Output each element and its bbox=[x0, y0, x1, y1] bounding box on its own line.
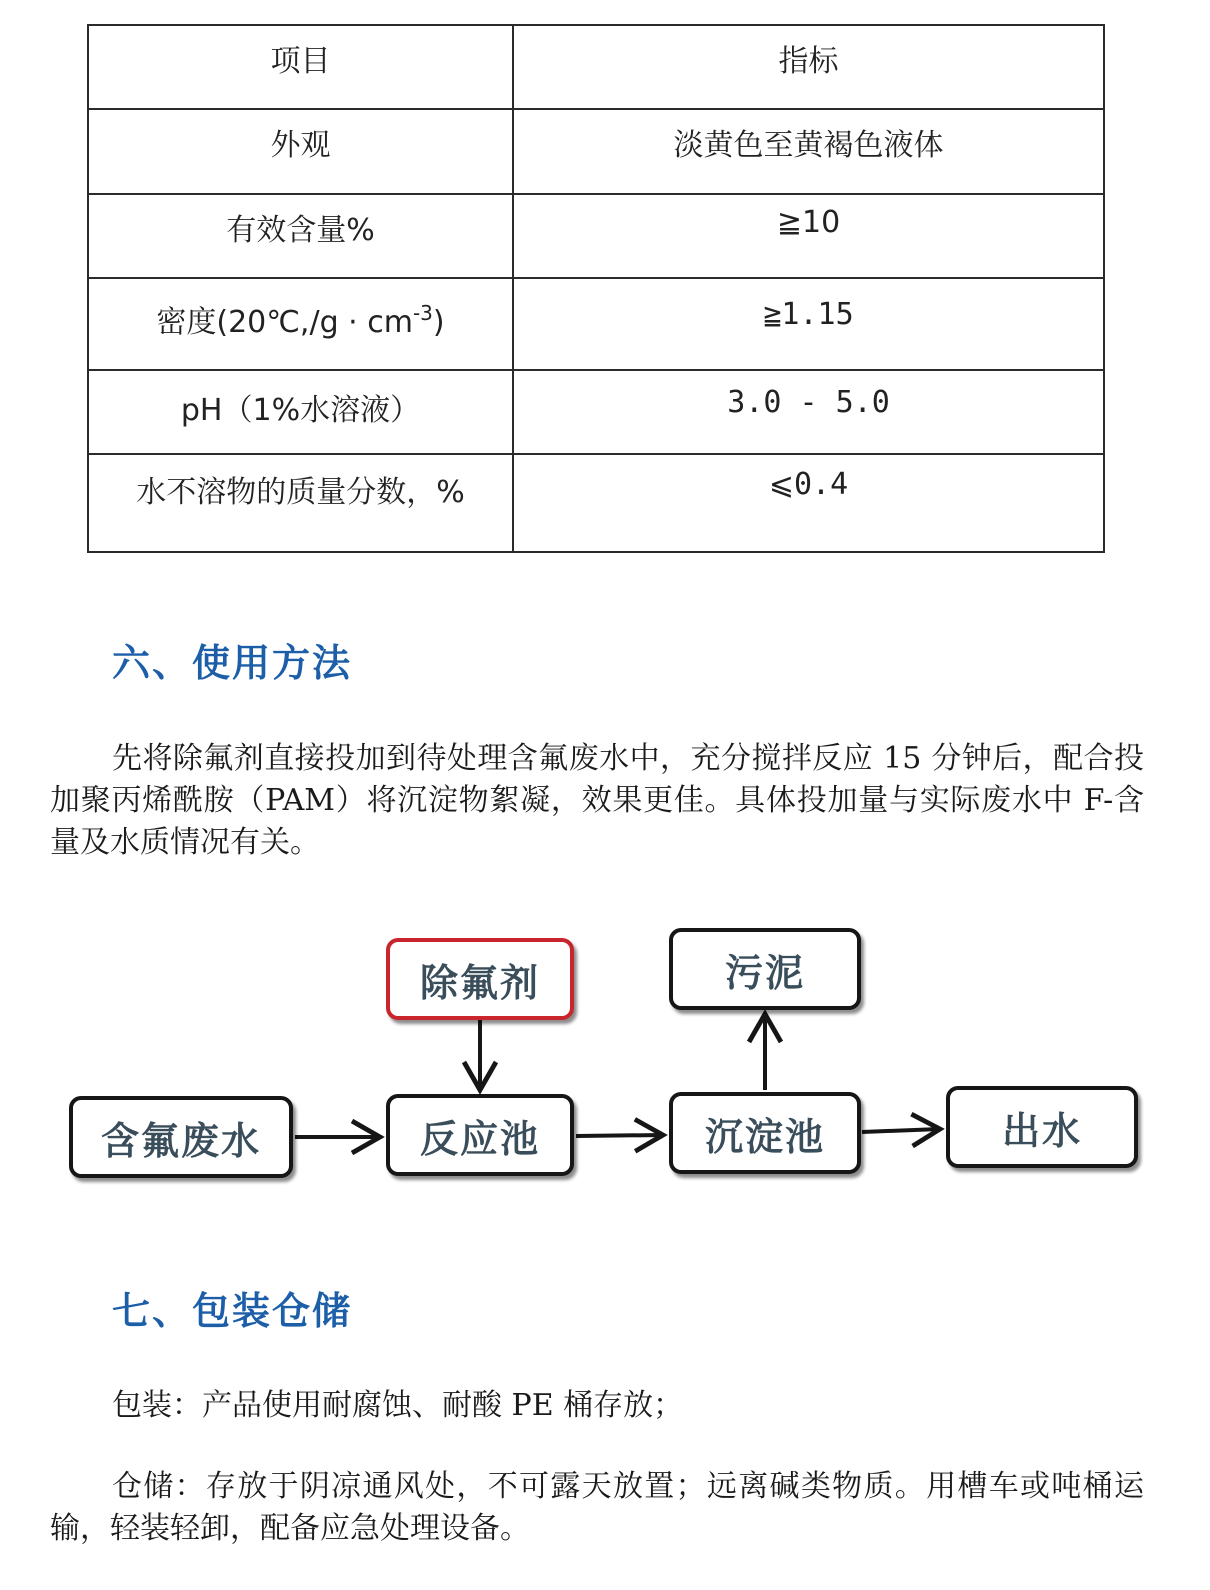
header-item: 项目 bbox=[88, 25, 513, 109]
row-item: 外观 bbox=[88, 109, 513, 194]
row-item: 水不溶物的质量分数，% bbox=[88, 454, 513, 552]
row-item bbox=[88, 278, 513, 370]
header-index: 指标 bbox=[513, 25, 1104, 109]
row-item: pH（1%水溶液） bbox=[88, 370, 513, 454]
process-flow-diagram bbox=[0, 900, 1210, 1200]
table-row bbox=[88, 454, 1104, 552]
row-value: ≧10 bbox=[513, 194, 1104, 278]
arrow-settle-to-out bbox=[862, 1129, 940, 1132]
node-reaction-tank: 反应池 bbox=[386, 1094, 574, 1176]
table-header-row bbox=[88, 25, 1104, 109]
table-row bbox=[88, 370, 1104, 454]
packaging-paragraph: 包装：产品使用耐腐蚀、耐酸 PE 桶存放； bbox=[112, 1388, 684, 1423]
usage-paragraph: 先将除氟剂直接投加到待处理含氟废水中，充分搅拌反应 15 分钟后，配合投加聚丙烯酰胺（PAM）将沉淀物絮凝，效果更佳。具体投加量与实际废水中 F-含量及水质情况有关。 bbox=[50, 741, 1144, 860]
row-value: 淡黄色至黄褐色液体 bbox=[513, 109, 1104, 194]
node-settling-tank: 沉淀池 bbox=[669, 1092, 861, 1174]
row-value: ⩽0.4 bbox=[513, 454, 1104, 552]
storage-paragraph: 仓储：存放于阴凉通风处，不可露天放置；远离碱类物质。用槽车或吨桶运输，轻装轻卸，配备应急处理设备。 bbox=[50, 1469, 1144, 1546]
node-fluoride-wastewater: 含氟废水 bbox=[69, 1096, 293, 1178]
node-defluoridation-agent: 除氟剂 bbox=[386, 938, 574, 1020]
arrow-reactor-to-settle bbox=[576, 1135, 663, 1136]
row-value: ≧1.15 bbox=[513, 278, 1104, 370]
node-effluent: 出水 bbox=[946, 1086, 1138, 1168]
table-row bbox=[88, 194, 1104, 278]
section-heading-packaging: 七、包装仓储 bbox=[112, 1289, 353, 1333]
density-exponent: -3 bbox=[412, 301, 433, 325]
table-row bbox=[88, 278, 1104, 370]
row-value: 3.0 - 5.0 bbox=[513, 370, 1104, 454]
spec-table bbox=[87, 24, 1105, 553]
density-close: ) bbox=[432, 305, 445, 340]
node-sludge: 污泥 bbox=[669, 928, 861, 1010]
density-label: 密度(20℃,/g · cm bbox=[156, 305, 413, 340]
section-heading-usage: 六、使用方法 bbox=[112, 641, 353, 685]
row-item: 有效含量% bbox=[88, 194, 513, 278]
table-row bbox=[88, 109, 1104, 194]
